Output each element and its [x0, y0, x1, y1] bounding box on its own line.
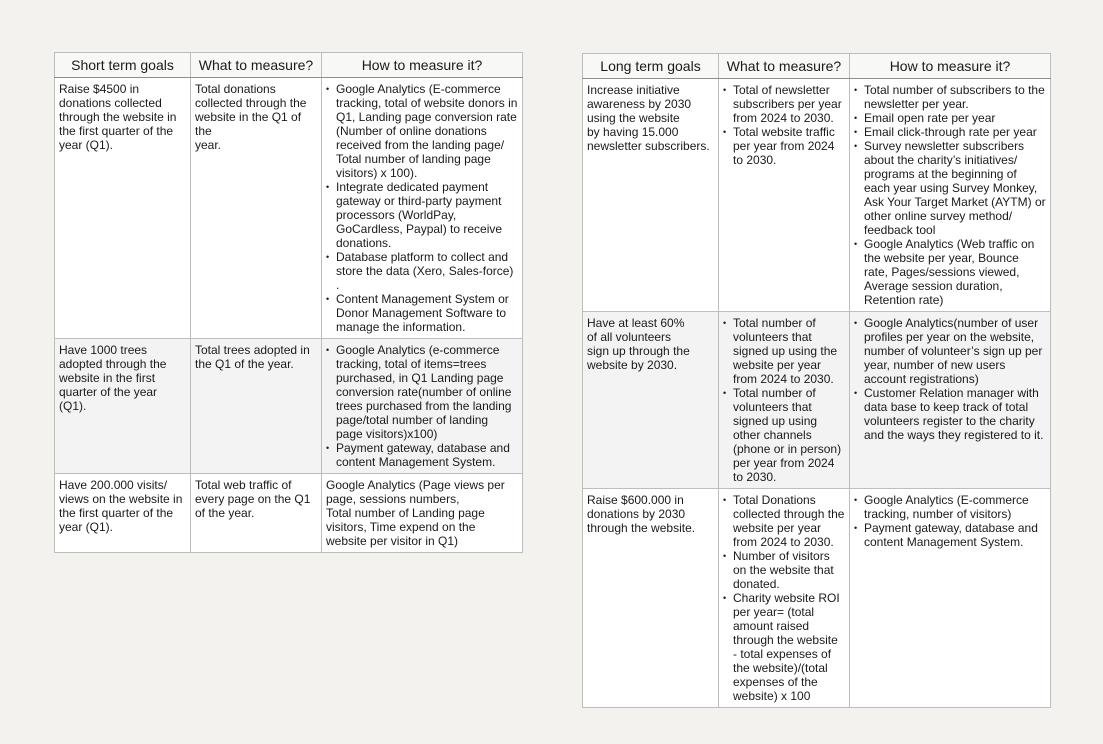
how-cell: Google Analytics (Page views per page, sessions numbers, Total number of Landing page visitors, Time expend on the website per visitor in Q1): [322, 474, 523, 553]
how-cell: [850, 312, 1051, 489]
list-item: • Number of visitors on the website that donated.: [723, 549, 845, 591]
how-cell: [322, 78, 523, 339]
goal-cell: Increase initiative awareness by 2030 using the website by having 15.000 newsletter subscribers.: [583, 79, 719, 312]
header-what-to-measure: What to measure?: [191, 53, 322, 78]
measure-cell: Total web traffic of every page on the Q1 of the year.: [191, 474, 322, 553]
header-short-term-goals: Short term goals: [55, 53, 191, 78]
list-item: • Total Donations collected through the website per year from 2024 to 2030.: [723, 493, 845, 549]
how-list: [854, 316, 1046, 442]
list-item: • Content Management System or Donor Management Software to manage the information.: [326, 292, 518, 334]
list-item: • Total number of subscribers to the newsletter per year.: [854, 83, 1046, 111]
goal-cell: Raise $4500 in donations collected through the website in the first quarter of the year (Q1).: [55, 78, 191, 339]
list-item: • Total website traffic per year from 2024 to 2030.: [723, 125, 845, 167]
measure-list: [723, 83, 845, 167]
goal-cell: Have at least 60% of all volunteers sign up through the website by 2030.: [583, 312, 719, 489]
table-row: [583, 312, 1051, 489]
list-item: • Charity website ROI per year= (total amount raised through the website - total expenses of the website)/(total expenses of the website) x 100: [723, 591, 845, 703]
list-item: • Payment gateway, database and content Management System.: [854, 521, 1046, 549]
measure-list: [723, 493, 845, 703]
header-what-to-measure: What to measure?: [719, 54, 850, 79]
list-item: • Survey newsletter subscribers about the charity’s initiatives/ programs at the beginning of each year using Survey Monkey, Ask Your Target Market (AYTM) or other online survey method/ feedback tool: [854, 139, 1046, 237]
list-item: • Google Analytics (E-commerce tracking, number of visitors): [854, 493, 1046, 521]
list-item: • Payment gateway, database and content Management System.: [326, 441, 518, 469]
list-item: • Total number of volunteers that signed up using the website per year from 2024 to 2030.: [723, 316, 845, 386]
list-item: • Database platform to collect and store the data (Xero, Sales-force) .: [326, 250, 518, 292]
how-list: [854, 83, 1046, 307]
list-item: • Email click-through rate per year: [854, 125, 1046, 139]
measure-cell: [719, 489, 850, 708]
measure-cell: [719, 312, 850, 489]
how-cell: [850, 79, 1051, 312]
header-row: [583, 54, 1051, 79]
header-row: [55, 53, 523, 78]
goal-cell: Raise $600.000 in donations by 2030 through the website.: [583, 489, 719, 708]
list-item: • Integrate dedicated payment gateway or third-party payment processors (WorldPay, GoCardless, Paypal) to receive donations.: [326, 180, 518, 250]
list-item: • Google Analytics (Web traffic on the website per year, Bounce rate, Pages/sessions viewed, Average session duration, Retention rate): [854, 237, 1046, 307]
list-item: • Customer Relation manager with data base to keep track of total volunteers register to the charity and the ways they registered to it.: [854, 386, 1046, 442]
goal-cell: Have 200.000 visits/ views on the website in the first quarter of the year (Q1).: [55, 474, 191, 553]
measure-cell: Total donations collected through the website in the Q1 of the year.: [191, 78, 322, 339]
header-long-term-goals: Long term goals: [583, 54, 719, 79]
how-cell: [850, 489, 1051, 708]
table-row: [55, 474, 523, 553]
table-row: [55, 78, 523, 339]
list-item: • Total number of volunteers that signed up using other channels (phone or in person) per year from 2024 to 2030.: [723, 386, 845, 484]
table-row: [583, 79, 1051, 312]
list-item: • Google Analytics(number of user profiles per year on the website, number of volunteer’s sign up per year, number of new users account registrations): [854, 316, 1046, 386]
list-item: • Email open rate per year: [854, 111, 1046, 125]
short-term-goals-table: [54, 52, 523, 553]
how-list: [854, 493, 1046, 549]
measure-list: [723, 316, 845, 484]
header-how-to-measure: How to measure it?: [322, 53, 523, 78]
measure-cell: Total trees adopted in the Q1 of the year.: [191, 339, 322, 474]
list-item: • Google Analytics (e-commerce tracking, total of items=trees purchased, in Q1 Landing page conversion rate(number of online trees purchased from the landing page/total number of landing page visitors)x100): [326, 343, 518, 441]
list-item: • Google Analytics (E-commerce tracking, total of website donors in Q1, Landing page conversion rate (Number of online donations received from the landing page/ Total number of landing page visitors) x 100).: [326, 82, 518, 180]
how-list: [326, 82, 518, 334]
measure-cell: [719, 79, 850, 312]
goal-cell: Have 1000 trees adopted through the website in the first quarter of the year (Q1).: [55, 339, 191, 474]
table-row: [55, 339, 523, 474]
table-row: [583, 489, 1051, 708]
how-list: [326, 343, 518, 469]
long-term-goals-table: [582, 53, 1051, 708]
header-how-to-measure: How to measure it?: [850, 54, 1051, 79]
how-cell: [322, 339, 523, 474]
list-item: • Total of newsletter subscribers per year from 2024 to 2030.: [723, 83, 845, 125]
